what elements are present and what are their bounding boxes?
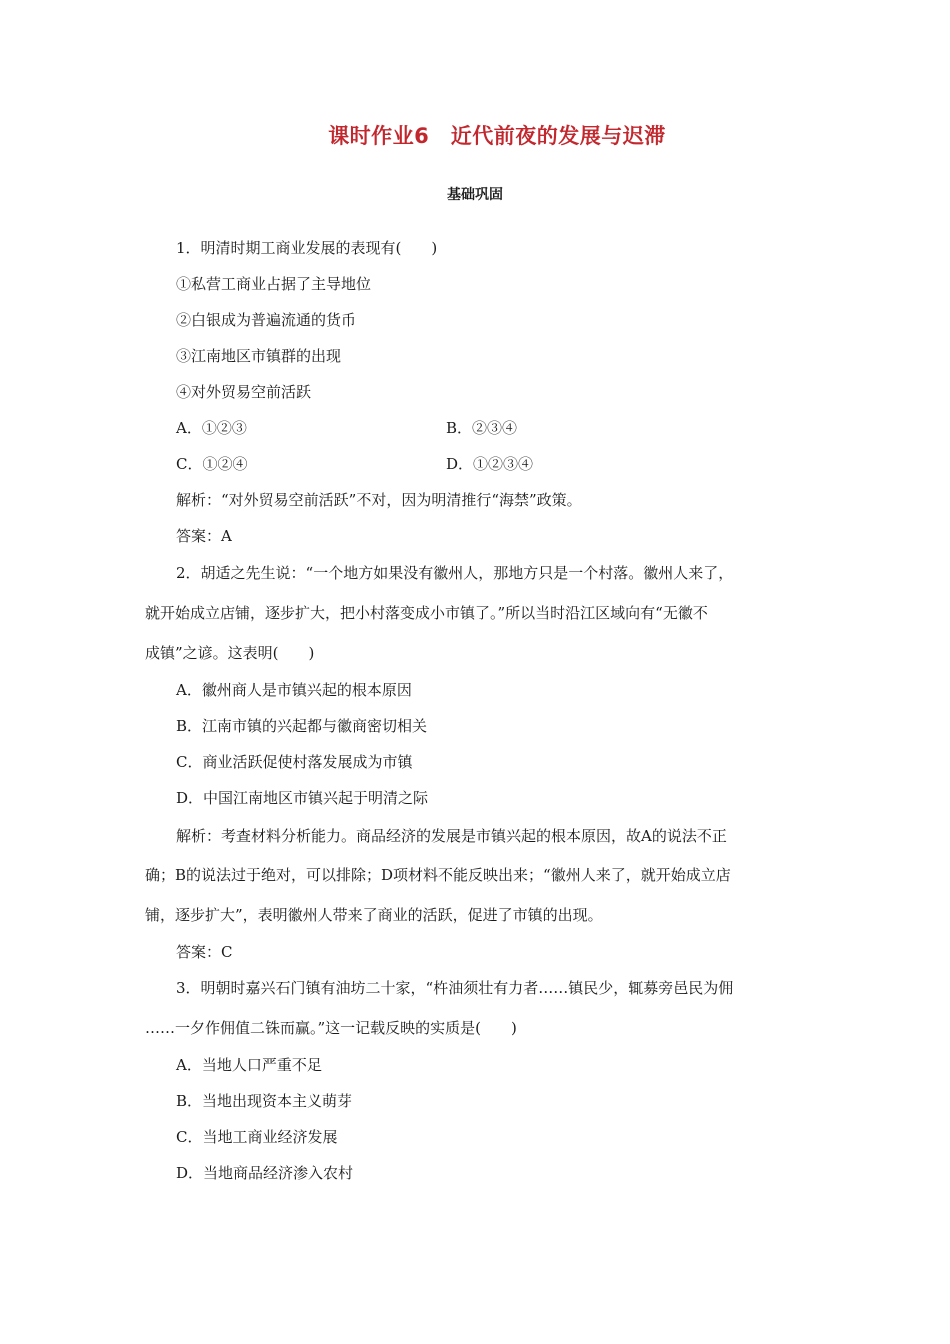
q2-stem-line-2: 就开始成立店铺，逐步扩大，把小村落变成小市镇了。”所以当时沿江区域向有“无徽不 [145,604,708,622]
q1-option-a: A．①②③ [176,419,247,437]
q2-stem-line-1: 2．胡适之先生说：“一个地方如果没有徽州人，那地方只是一个村落。徽州人来了， [176,564,734,582]
section-heading: 基础巩固 [447,187,503,203]
q3-stem-line-2: ……一夕作佣值二铢而赢。”这一记载反映的实质是( ) [145,1019,517,1037]
q1-item-2: ②白银成为普遍流通的货币 [176,311,357,329]
q2-analysis-line-2: 确；B的说法过于绝对，可以排除；D项材料不能反映出来；“徽州人来了，就开始成立店 [145,866,731,884]
q1-option-b: B．②③④ [446,419,518,437]
q3-option-b: B．当地出现资本主义萌芽 [176,1092,353,1110]
q3-stem-line-1: 3．明朝时嘉兴石门镇有油坊二十家，“杵油须壮有力者……镇民少，辄募旁邑民为佣 [176,979,734,997]
q1-analysis: 解析：“对外贸易空前活跃”不对，因为明清推行“海禁”政策。 [176,491,582,509]
q2-option-c: C．商业活跃促使村落发展成为市镇 [176,753,413,771]
q2-option-a: A．徽州商人是市镇兴起的根本原因 [176,681,412,699]
q3-option-c: C．当地工商业经济发展 [176,1128,338,1146]
q1-item-4: ④对外贸易空前活跃 [176,383,312,401]
q1-item-1: ①私营工商业占据了主导地位 [176,275,372,293]
q2-analysis-line-3: 铺，逐步扩大”，表明徽州人带来了商业的活跃，促进了市镇的出现。 [145,906,603,924]
q3-option-d: D．当地商品经济渗入农村 [176,1164,354,1182]
q2-option-d: D．中国江南地区市镇兴起于明清之际 [176,789,429,807]
q2-option-b: B．江南市镇的兴起都与徽商密切相关 [176,717,428,735]
q2-answer: 答案：C [176,943,233,961]
q1-item-3: ③江南地区市镇群的出现 [176,347,342,365]
q1-option-c: C．①②④ [176,455,248,473]
q1-stem: 1．明清时期工商业发展的表现有( ) [176,239,438,257]
q1-option-d: D．①②③④ [446,455,534,473]
q2-stem-line-3: 成镇”之谚。这表明( ) [145,644,315,662]
q2-analysis-line-1: 解析：考查材料分析能力。商品经济的发展是市镇兴起的根本原因，故A的说法不正 [176,827,727,845]
q1-answer: 答案：A [176,527,232,545]
page-title: 课时作业6 近代前夜的发展与迟滞 [328,124,666,148]
q3-option-a: A．当地人口严重不足 [176,1056,322,1074]
